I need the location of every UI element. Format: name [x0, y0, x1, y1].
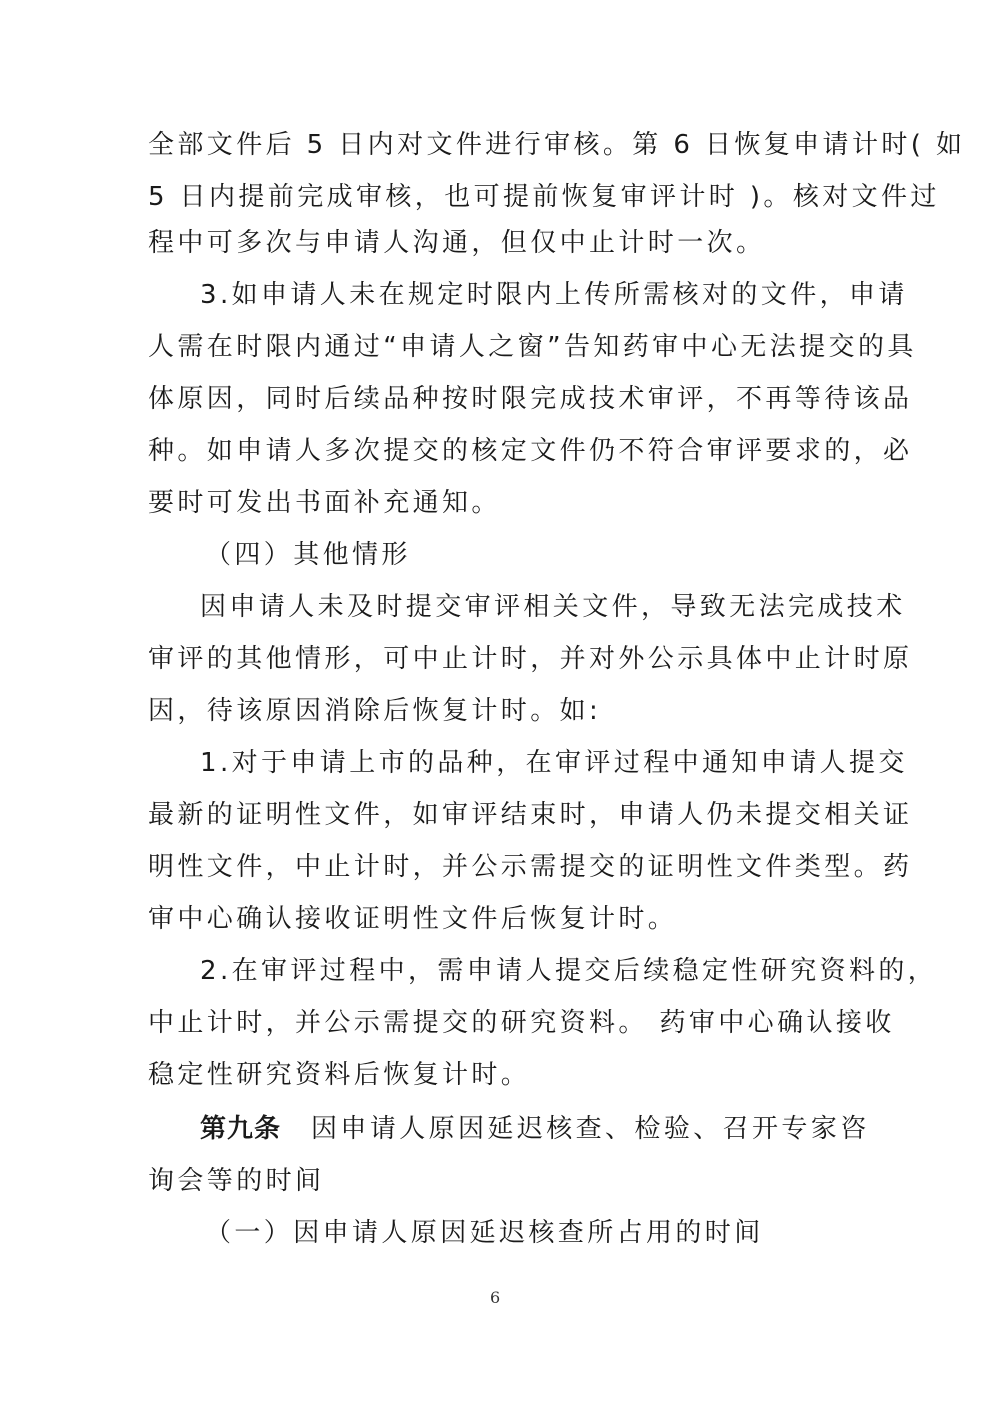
article-title-continued: 询会等的时间	[148, 1166, 325, 1196]
body-text-line: 稳定性研究资料后恢复计时。	[148, 1060, 531, 1090]
body-text-line: 全部文件后 5 日内对文件进行审核。第 6 日恢复申请计时( 如	[148, 130, 966, 160]
page-number: 6	[490, 1288, 501, 1307]
body-text-line: 5 日内提前完成审核，也可提前恢复审评计时 )。核对文件过	[148, 182, 940, 212]
article-nine-heading-line	[200, 1112, 870, 1146]
body-text-line: 中止计时，并公示需提交的研究资料。 药审中心确认接收	[148, 1008, 895, 1038]
article-title: 因申请人原因延迟核查、检验、召开专家咨	[311, 1114, 870, 1144]
section-heading-other-circumstances: （四）其他情形	[205, 540, 411, 570]
body-text-line: 体原因，同时后续品种按时限完成技术审评，不再等待该品	[148, 384, 913, 414]
body-text-line: 审评的其他情形，可中止计时，并对外公示具体中止计时原	[148, 644, 913, 674]
body-text-line: 审中心确认接收证明性文件后恢复计时。	[148, 904, 678, 934]
body-text-line: 人需在时限内通过“申请人之窗”告知药审中心无法提交的具	[148, 332, 917, 362]
paragraph-item-2: 2.在审评过程中，需申请人提交后续稳定性研究资料的，	[200, 956, 938, 986]
paragraph-other-circumstances: 因申请人未及时提交审评相关文件，导致无法完成技术	[200, 592, 906, 622]
body-text-line: 要时可发出书面补充通知。	[148, 488, 501, 518]
paragraph-item-1: 1.对于申请上市的品种，在审评过程中通知申请人提交	[200, 748, 908, 778]
body-text-line: 程中可多次与申请人沟通，但仅中止计时一次。	[148, 228, 766, 258]
body-text-line: 因，待该原因消除后恢复计时。如:	[148, 696, 602, 726]
subsection-heading: （一）因申请人原因延迟核查所占用的时间	[205, 1218, 764, 1248]
body-text-line: 最新的证明性文件，如审评结束时，申请人仍未提交相关证	[148, 800, 913, 830]
paragraph-item-3: 3.如申请人未在规定时限内上传所需核对的文件，申请	[200, 280, 908, 310]
body-text-line: 明性文件，中止计时，并公示需提交的证明性文件类型。药	[148, 852, 913, 882]
article-number: 第九条	[200, 1114, 282, 1144]
body-text-line: 种。如申请人多次提交的核定文件仍不符合审评要求的，必	[148, 436, 913, 466]
